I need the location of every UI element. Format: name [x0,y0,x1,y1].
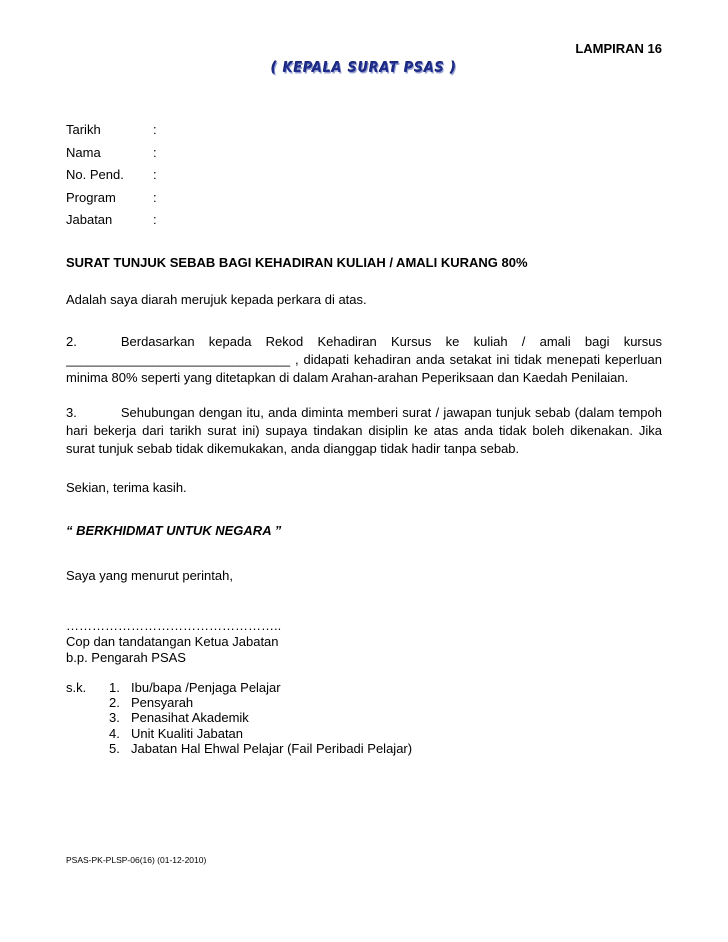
field-label: Nama [66,144,101,160]
signoff-line: Saya yang menurut perintah, [66,568,233,583]
cc-item-number: 2. [109,695,120,711]
paragraph-3-text-1: Sehubungan dengan itu, anda diminta memberi surat / jawapan tunjuk sebab (dalam tempoh [120,405,662,420]
paragraph-2-line-2: _______________________________ , didapati kehadiran anda setakat ini tidak menepati keperluan [66,352,662,367]
cc-item-number: 4. [109,725,120,741]
signature-dots: ………………………………………….. [66,618,282,633]
field-label: Program [66,189,116,205]
paragraph-3-line-3: surat tunjuk sebab tidak dikemukakan, anda dianggap tidak hadir tanpa sebab. [66,441,520,456]
letterhead-placeholder: ( KEPALA SURAT PSAS ) [270,58,457,76]
paragraph-3-line-1 [66,404,662,422]
paragraph-2-line-3: minima 80% seperti yang ditetapkan di dalam Arahan-arahan Peperiksaan dan Kaedah Penilaian. [66,370,629,385]
field-label: No. Pend. [66,167,124,182]
cc-item [109,680,529,695]
field-colon: : [153,122,157,137]
field-no-pend [66,164,366,187]
cc-item-text: Penasihat Akademik [131,710,249,726]
field-tarikh [66,119,366,142]
field-colon: : [153,144,157,160]
cc-item [109,710,529,725]
cc-item-text: Jabatan Hal Ehwal Pelajar (Fail Peribadi Pelajar) [131,740,413,756]
cc-label: s.k. [66,680,87,695]
field-nama [66,142,366,165]
field-program [66,187,366,210]
motto: “ BERKHIDMAT UNTUK NEGARA ” [66,523,282,538]
signature-block [66,618,281,666]
cc-item [109,741,529,756]
document-code-footer: PSAS-PK-PLSP-06(16) (01-12-2010) [66,855,207,865]
paragraph-3-line-2: hari bekerja dari tarikh surat ini) supaya tindakan disiplin ke atas anda tidak boleh dikenakan. Jika [66,423,662,438]
cc-item [109,695,529,710]
attachment-number: LAMPIRAN 16 [575,41,662,56]
cc-item-number: 3. [109,710,120,726]
field-colon: : [153,167,157,182]
paragraph-1: Adalah saya diarah merujuk kepada perkara di atas. [66,292,367,307]
letter-subject: SURAT TUNJUK SEBAB BAGI KEHADIRAN KULIAH / AMALI KURANG 80% [66,255,528,270]
cc-item [109,726,529,741]
cc-list [109,680,529,756]
paragraph-number: 3. [66,405,77,420]
closing-line: Sekian, terima kasih. [66,480,187,495]
paragraph-number: 2. [66,334,77,349]
paragraph-2-line-1 [66,333,662,351]
cc-item-text: Ibu/bapa /Penjaga Pelajar [131,680,281,695]
field-colon: : [153,212,157,227]
cc-item-text: Pensyarah [131,695,194,711]
signature-on-behalf: b.p. Pengarah PSAS [66,650,186,665]
paragraph-2-text-1: Berdasarkan kepada Rekod Kehadiran Kursus ke kuliah / amali bagi kursus [120,334,662,349]
signature-title: Cop dan tandatangan Ketua Jabatan [66,634,279,649]
paragraph-2 [66,333,662,387]
field-label: Jabatan [66,212,113,227]
cc-item-number: 1. [109,680,120,695]
field-colon: : [153,189,157,205]
field-label: Tarikh [66,122,101,137]
cc-item-text: Unit Kualiti Jabatan [131,725,244,741]
recipient-fields [66,119,366,232]
field-jabatan [66,209,366,232]
paragraph-3 [66,404,662,458]
cc-item-number: 5. [109,740,120,756]
